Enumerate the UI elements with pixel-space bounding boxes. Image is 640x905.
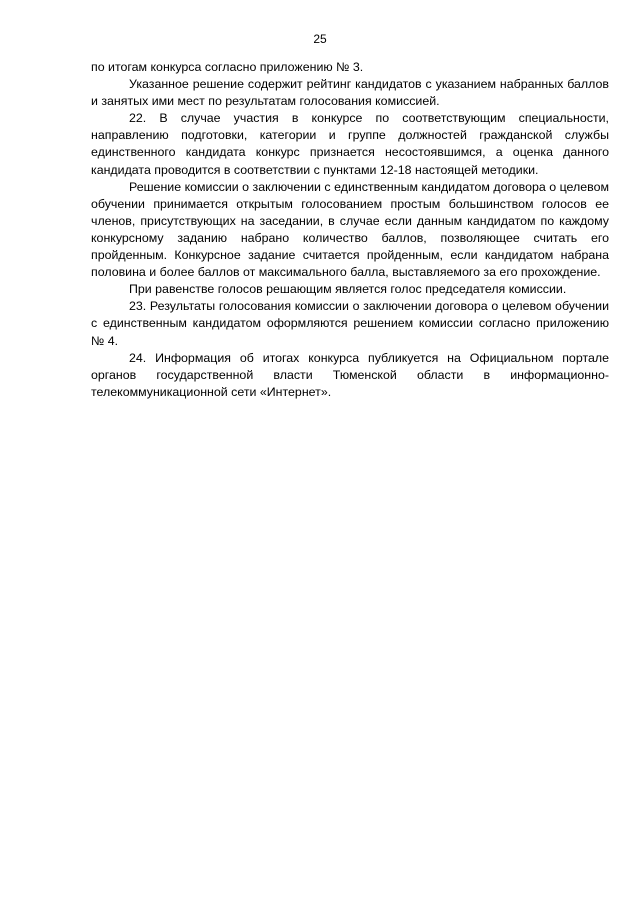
paragraph-item-24: 24. Информация об итогах конкурса публикуется на Официальном портале органов государственной власти Тюменской области в информационно-телекоммуникационной сети «Интернет». [91, 350, 609, 399]
paragraph-continuation: по итогам конкурса согласно приложению № 3. [91, 60, 364, 74]
paragraph-tie-vote: При равенстве голосов решающим является голос председателя комиссии. [129, 282, 567, 297]
paragraph-item-22: 22. В случае участия в конкурсе по соответствующим специальности, направлению подготовки, категории и группе должностей гражданской службы единственного кандидата конкурс признается несостоявшимся, а оценка данного кандидата проводится в соответствии с пунктами 12-18 настоящей методики. [91, 111, 609, 177]
page-number: 25 [313, 32, 327, 46]
paragraph-item-23: 23. Результаты голосования комиссии о заключении договора о целевом обучении с единственным кандидатом оформляются решением комиссии согласно приложению № 4. [91, 299, 609, 348]
document-body [91, 59, 609, 401]
paragraph-decision-rating: Указанное решение содержит рейтинг кандидатов с указанием набранных баллов и занятых ими мест по результатам голосования комиссией. [91, 77, 609, 109]
paragraph-single-candidate-decision: Решение комиссии о заключении с единственным кандидатом договора о целевом обучении принимается открытым голосованием простым большинством голосов ее членов, присутствующих на заседании, в случае если данным кандидатом по каждому конкурсному заданию набрано количество баллов, позволяющее считать его пройденным. Конкурсное задание считается пройденным, если кандидатом набрана половина и более баллов от максимального балла, выставляемого за его прохождение. [91, 179, 609, 280]
